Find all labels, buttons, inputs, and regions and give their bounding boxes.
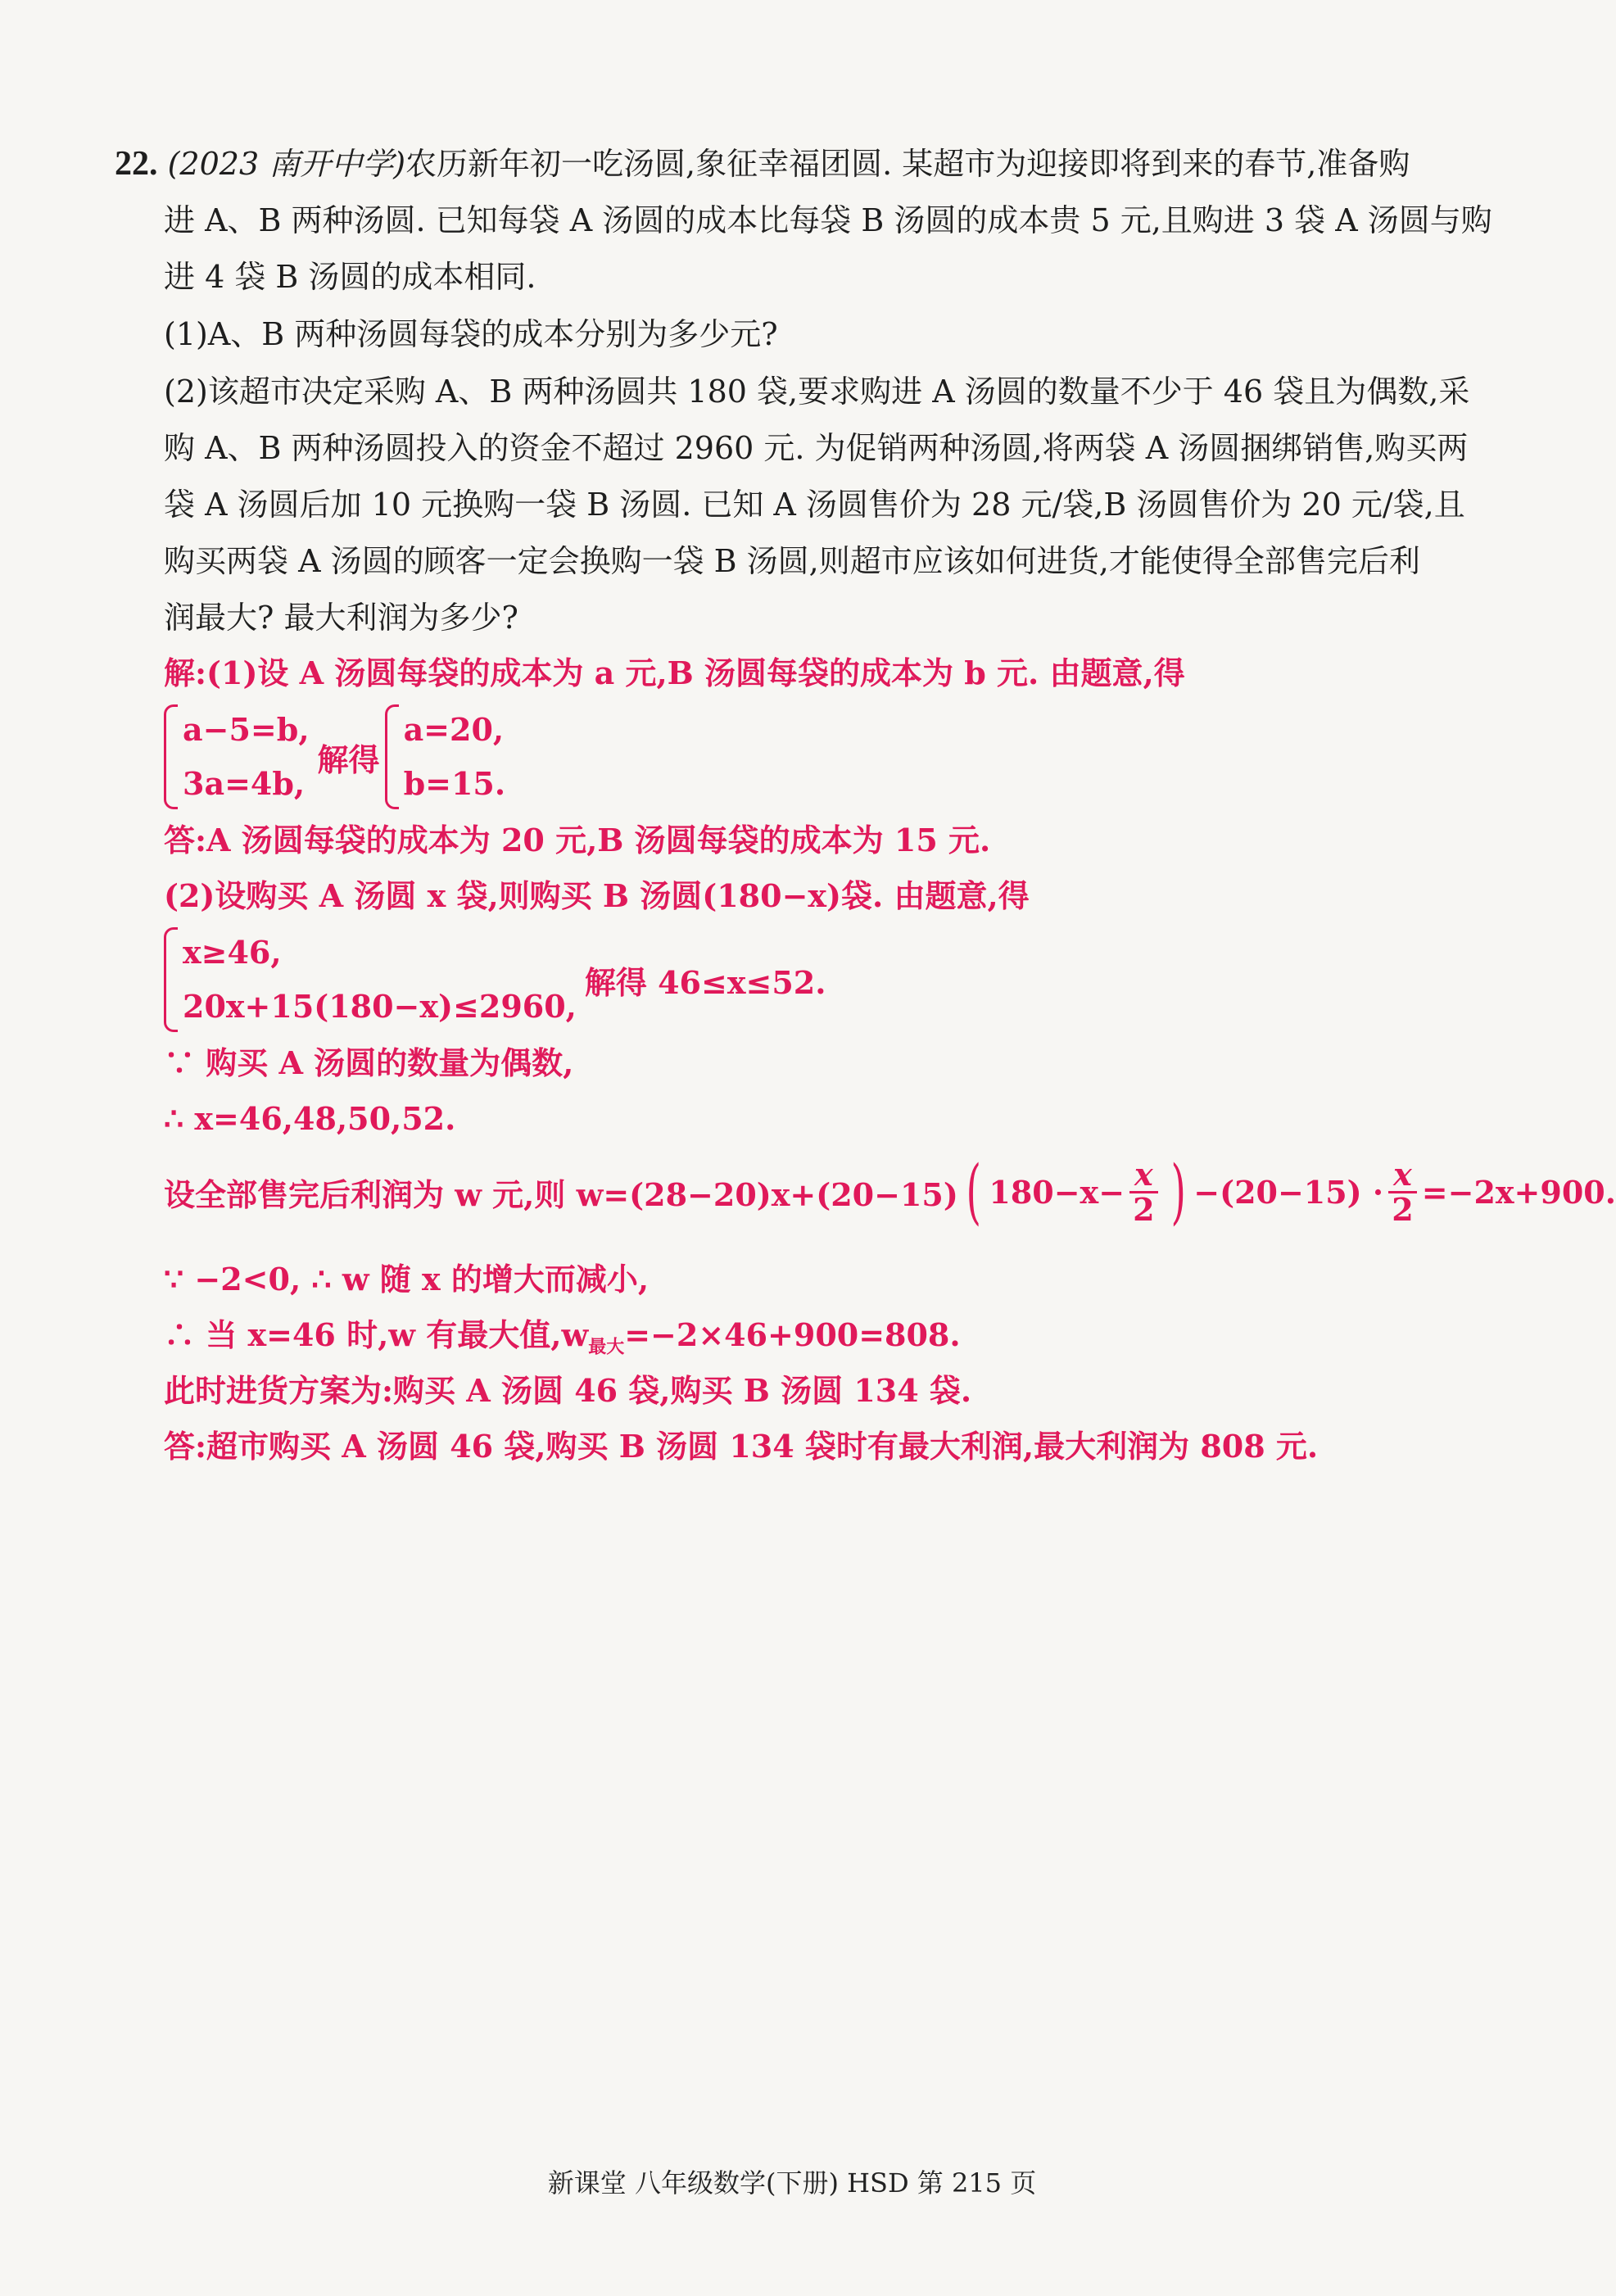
question-part-2-line-5: 润最大? 最大利润为多少? [164,600,518,636]
max-value-text: ∴ 当 x=46 时,w 有最大值,w [164,1316,589,1353]
brace [385,704,399,809]
answer-line-2: 答:A 汤圆每袋的成本为 20 元,B 汤圆每袋的成本为 15 元. [164,822,991,858]
answer-line-8: 此时进货方案为:购买 A 汤圆 46 袋,购买 B 汤圆 134 袋. [164,1372,972,1409]
fraction [1129,1155,1158,1228]
answer-line-1: 解:(1)设 A 汤圆每袋的成本为 a 元,B 汤圆每袋的成本为 b 元. 由题意,得 [164,654,1185,691]
fraction-denominator: 2 [1133,1190,1155,1228]
fraction-numerator: x [1388,1158,1417,1193]
question-part-2-line-1: (2)该超市决定采购 A、B 两种汤圆共 180 袋,要求购进 A 汤圆的数量不少于 46 袋且为偶数,采 [164,374,1470,410]
max-subscript: 最大 [588,1336,625,1358]
question-part-2-line-3: 袋 A 汤圆后加 10 元换购一袋 B 汤圆. 已知 A 汤圆售价为 28 元/袋,B 汤圆售价为 20 元/袋,且 [164,487,1465,523]
profit-part-3: −(20−15) · [1193,1173,1384,1211]
equation-1: a−5=b, [183,711,310,748]
question-source: (2023 南开中学) [167,146,406,182]
right-paren: ) [1170,1151,1186,1233]
fraction-denominator: 2 [1392,1190,1414,1228]
question-number: 22. [115,145,158,183]
question-line-2: 进 A、B 两种汤圆. 已知每袋 A 汤圆的成本比每袋 B 汤圆的成本贵 5 元,且购进 3 袋 A 汤圆与购 [164,202,1492,238]
question-part-1: (1)A、B 两种汤圆每袋的成本分别为多少元? [164,316,778,352]
inequality-1: x≥46, [183,934,282,971]
equation-2: 3a=4b, [183,765,306,802]
question-line-1 [115,144,1410,183]
inequality-system [164,926,826,1034]
profit-part-1: 设全部售完后利润为 w 元,则 w=(28−20)x+(20−15) [164,1175,958,1213]
solution-2: b=15. [403,765,506,802]
answer-line-3: (2)设购买 A 汤圆 x 袋,则购买 B 汤圆(180−x)袋. 由题意,得 [164,877,1030,914]
fraction-numerator: x [1129,1158,1158,1193]
equation-system-1 [164,703,505,811]
brace [164,704,178,809]
inequality-solution: 解得 46≤x≤52. [584,963,826,1001]
profit-part-4: =−2x+900. [1421,1173,1616,1211]
question-part-2-line-2: 购 A、B 两种汤圆投入的资金不超过 2960 元. 为促销两种汤圆,将两袋 A 汤圆捆绑销售,购买两 [164,430,1469,466]
max-value-result: =−2×46+900=808. [624,1316,961,1353]
answer-line-9: 答:超市购买 A 汤圆 46 袋,购买 B 汤圆 134 袋时有最大利润,最大利润为 808 元. [164,1428,1319,1465]
answer-line-6: ∵ −2<0, ∴ w 随 x 的增大而减小, [164,1261,650,1297]
page-footer: 新课堂 八年级数学(下册) HSD 第 215 页 [547,2167,1037,2199]
fraction [1388,1155,1417,1228]
left-paren: ( [966,1151,981,1233]
solution-1: a=20, [403,711,505,748]
brace [164,927,178,1032]
question-part-2-line-4: 购买两袋 A 汤圆的顾客一定会换购一袋 B 汤圆,则超市应该如何进货,才能使得全部售完后利 [164,543,1420,579]
answer-line-5: ∴ x=46,48,50,52. [164,1100,456,1137]
profit-part-2: 180−x− [989,1173,1125,1211]
profit-function-line [164,1151,1616,1233]
answer-line-7 [164,1316,961,1367]
question-text: 农历新年初一吃汤圆,象征幸福团圆. 某超市为迎接即将到来的春节,准备购 [405,146,1410,182]
solve-label: 解得 [317,740,380,778]
question-line-3: 进 4 袋 B 汤圆的成本相同. [164,259,536,295]
answer-line-4: ∵ 购买 A 汤圆的数量为偶数, [164,1044,574,1081]
inequality-2: 20x+15(180−x)≤2960, [183,988,577,1025]
